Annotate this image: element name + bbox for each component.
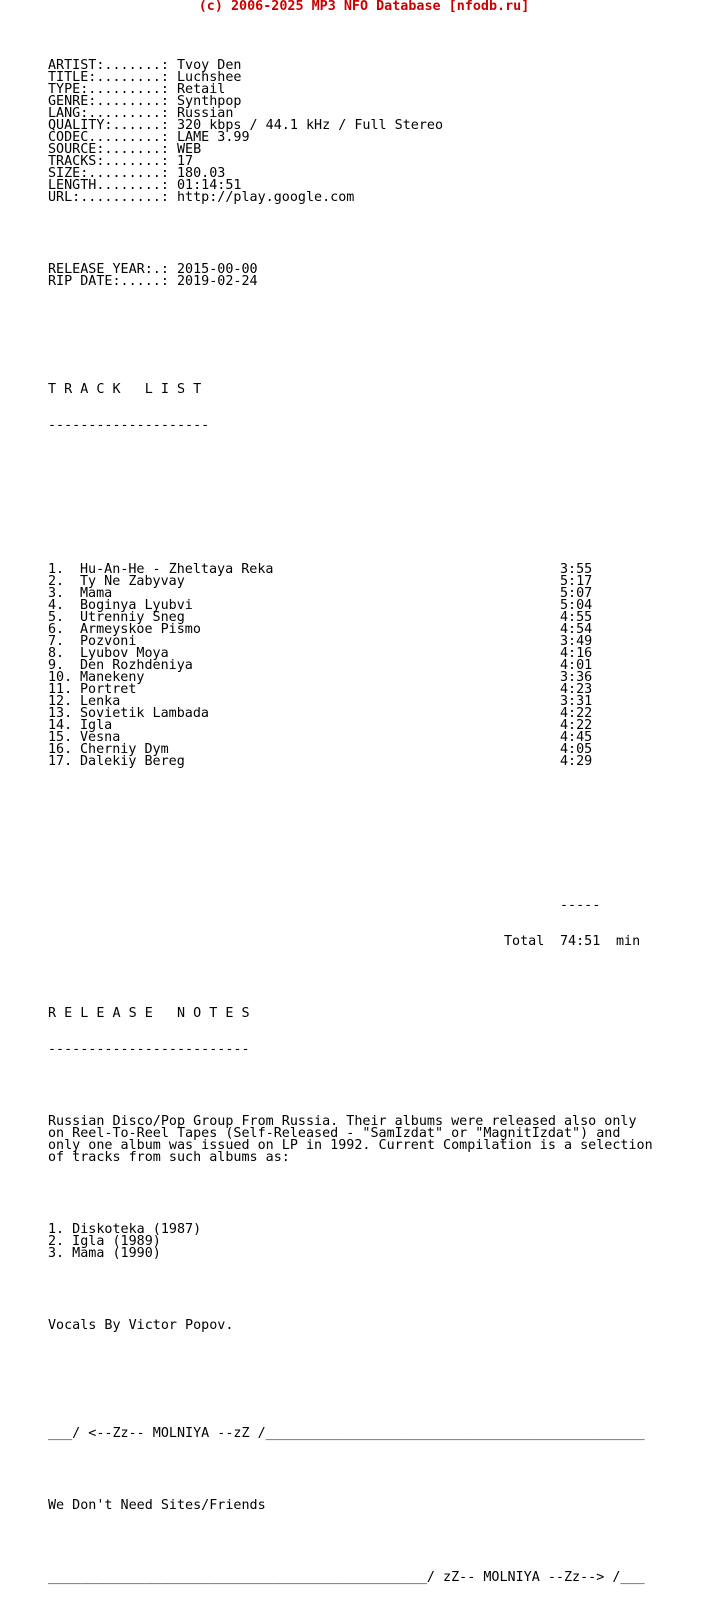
info-label: QUALITY:......:: [48, 118, 169, 133]
track-duration: 4:29: [560, 754, 593, 769]
total-row: [48, 936, 653, 948]
track-title: Armeyskoe Pismo: [80, 622, 201, 637]
info-value: LAME 3.99: [177, 130, 250, 145]
info-label: URL:..........:: [48, 190, 169, 205]
banner-top: ___/ <--Zz-- MOLNIYA --zZ /_______________________________________________: [48, 1426, 645, 1441]
notes-heading: R E L E A S E N O T E S: [48, 1006, 250, 1021]
track-number: 11.: [48, 682, 73, 697]
track-duration: 4:16: [560, 646, 593, 661]
track-number: 5.: [48, 610, 65, 625]
album-item: 3. Mama (1990): [48, 1246, 161, 1261]
track-number: 1.: [48, 562, 65, 577]
track-title: Ty Ne Zabyvay: [80, 574, 185, 589]
info-label: TRACKS:.......:: [48, 154, 169, 169]
info-line: [48, 192, 653, 204]
track-row: [48, 756, 653, 768]
track-duration: 4:01: [560, 658, 593, 673]
total-unit: min: [616, 934, 641, 949]
track-number: 2.: [48, 574, 65, 589]
release-line: [48, 276, 653, 288]
track-number: 3.: [48, 586, 65, 601]
track-duration: 4:45: [560, 730, 593, 745]
track-title: Portret: [80, 682, 137, 697]
track-number: 12.: [48, 694, 73, 709]
info-value: Retail: [177, 82, 226, 97]
info-label: LANG:.........:: [48, 106, 169, 121]
info-value: 01:14:51: [177, 178, 242, 193]
info-value: Luchshee: [177, 70, 242, 85]
release-value: 2015-00-00: [177, 262, 258, 277]
track-number: 17.: [48, 754, 73, 769]
track-number: 14.: [48, 718, 73, 733]
notes-line: only one album was issued on LP in 1992. Current Compilation is a selection: [48, 1138, 653, 1153]
info-value: Tvoy Den: [177, 58, 242, 73]
notes-line: on Reel-To-Reel Tapes (Self-Released - "SamIzdat" or "MagnitIzdat") and: [48, 1126, 621, 1141]
track-title: Dalekiy Bereg: [80, 754, 185, 769]
track-number: 6.: [48, 622, 65, 637]
total-separator: -----: [560, 898, 601, 913]
info-label: TYPE:.........:: [48, 82, 169, 97]
release-value: 2019-02-24: [177, 274, 258, 289]
release-label: RELEASE YEAR:.:: [48, 262, 169, 277]
track-title: Cherniy Dym: [80, 742, 169, 757]
track-title: Sovietik Lambada: [80, 706, 209, 721]
track-duration: 3:49: [560, 634, 593, 649]
notes-line: Russian Disco/Pop Group From Russia. Their albums were released also only: [48, 1114, 637, 1129]
track-number: 15.: [48, 730, 73, 745]
info-label: LENGTH........:: [48, 178, 169, 193]
track-title: Manekeny: [80, 670, 145, 685]
track-number: 4.: [48, 598, 65, 613]
track-number: 9.: [48, 658, 65, 673]
info-value: Russian: [177, 106, 234, 121]
track-duration: 3:55: [560, 562, 593, 577]
track-duration: 4:22: [560, 706, 593, 721]
track-title: Den Rozhdeniya: [80, 658, 193, 673]
track-title: Igla: [80, 718, 113, 733]
info-value: 17: [177, 154, 194, 169]
info-label: CODEC.........:: [48, 130, 169, 145]
track-number: 13.: [48, 706, 73, 721]
album-item: 1. Diskoteka (1987): [48, 1222, 202, 1237]
track-duration: 3:31: [560, 694, 593, 709]
info-label: SIZE:.........:: [48, 166, 169, 181]
track-duration: 5:04: [560, 598, 593, 613]
track-title: Vesna: [80, 730, 121, 745]
info-value: WEB: [177, 142, 202, 157]
album-item: 2. Igla (1989): [48, 1234, 161, 1249]
info-label: TITLE:........:: [48, 70, 169, 85]
track-duration: 3:36: [560, 670, 593, 685]
info-value: 180.03: [177, 166, 226, 181]
friends-line: We Don't Need Sites/Friends: [48, 1498, 266, 1513]
vocals-credit: Vocals By Victor Popov.: [48, 1318, 234, 1333]
track-title: Lyubov Moya: [80, 646, 169, 661]
track-title: Lenka: [80, 694, 121, 709]
tracklist-underline: --------------------: [48, 418, 210, 433]
track-number: 7.: [48, 634, 65, 649]
info-value: Synthpop: [177, 94, 242, 109]
track-duration: 4:23: [560, 682, 593, 697]
track-duration: 4:05: [560, 742, 593, 757]
notes-underline: -------------------------: [48, 1042, 250, 1057]
track-title: Utrenniy Sneg: [80, 610, 185, 625]
track-number: 8.: [48, 646, 65, 661]
banner-bottom: _______________________________________________/ zZ-- MOLNIYA --Zz--> /___: [48, 1570, 645, 1585]
track-number: 16.: [48, 742, 73, 757]
nfo-content: [48, 36, 653, 1608]
track-title: Hu-An-He - Zheltaya Reka: [80, 562, 274, 577]
total-value: 74:51: [560, 934, 601, 949]
track-title: Boginya Lyubvi: [80, 598, 193, 613]
total-separator-row: [48, 900, 653, 912]
nfodb-header-link[interactable]: (c) 2006-2025 MP3 NFO Database [nfodb.ru]: [198, 0, 530, 14]
track-list: [48, 564, 653, 768]
track-number: 10.: [48, 670, 73, 685]
track-duration: 4:55: [560, 610, 593, 625]
track-duration: 5:07: [560, 586, 593, 601]
total-label: Total: [504, 934, 545, 949]
release-block: [48, 264, 653, 288]
track-duration: 4:54: [560, 622, 593, 637]
tracklist-heading: T R A C K L I S T: [48, 382, 202, 397]
notes-line: of tracks from such albums as:: [48, 1150, 290, 1165]
notes-paragraph: [48, 1116, 653, 1164]
track-title: Mama: [80, 586, 113, 601]
track-duration: 4:22: [560, 718, 593, 733]
info-value: http://play.google.com: [177, 190, 355, 205]
info-block: [48, 60, 653, 204]
track-title: Pozvoni: [80, 634, 137, 649]
track-duration: 5:17: [560, 574, 593, 589]
info-label: GENRE:........:: [48, 94, 169, 109]
albums-list: [48, 1224, 653, 1260]
info-label: SOURCE:.......:: [48, 142, 169, 157]
release-label: RIP DATE:.....:: [48, 274, 169, 289]
info-label: ARTIST:.......:: [48, 58, 169, 73]
info-value: 320 kbps / 44.1 kHz / Full Stereo: [177, 118, 444, 133]
